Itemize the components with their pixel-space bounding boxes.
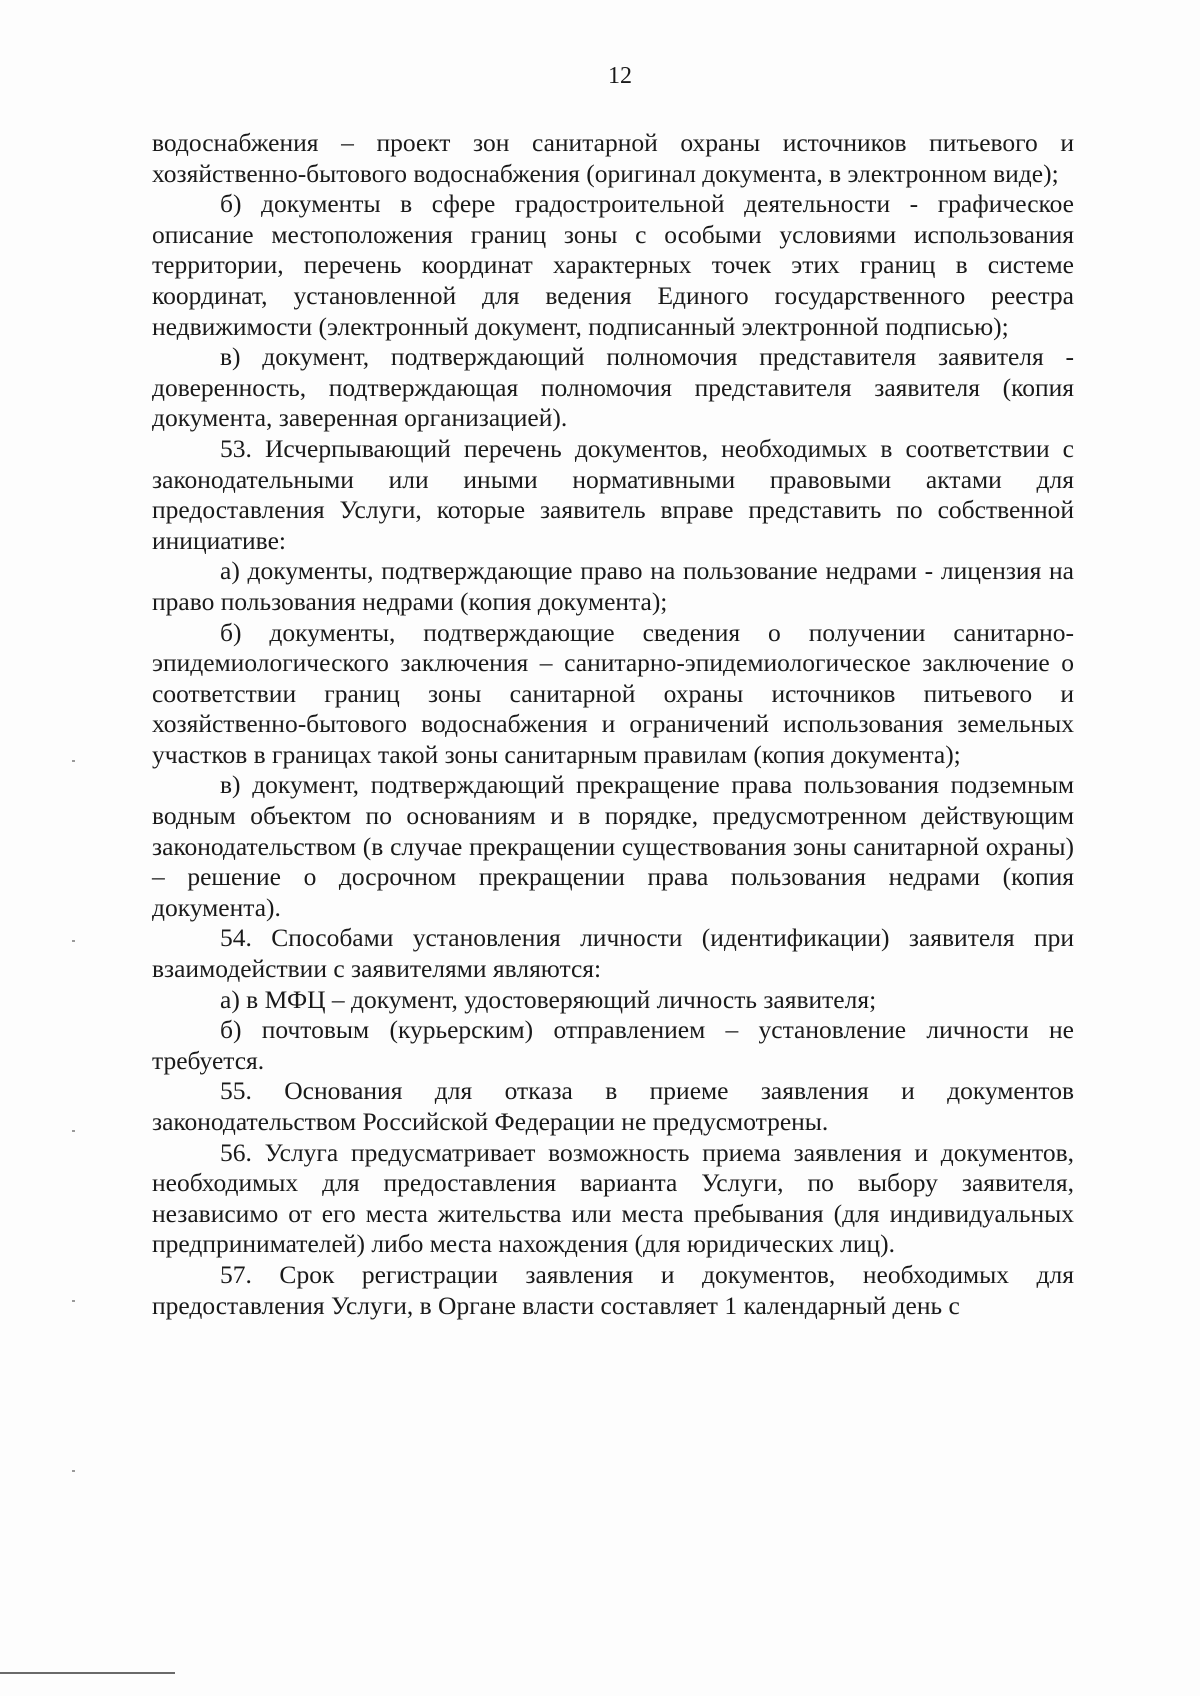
paragraph-54-item-a: а) в МФЦ – документ, удостоверяющий личность заявителя; [220, 984, 877, 1014]
paragraph-54: 54. Способами установления личности (идентификации) заявителя при взаимодействии с заявителями являются: [152, 923, 1074, 984]
paragraph-53-item-v: в) документ, подтверждающий прекращение права пользования подземным водным объектом по основаниям и в порядке, предусмотренном действующим законодательством (в случае прекращении существования зоны санитарной охраны) – решение о досрочном прекращении права пользования недрами (копия документа). [152, 770, 1074, 922]
scan-speck [72, 1470, 75, 1472]
document-body [152, 128, 1074, 1321]
scan-speck [72, 940, 75, 942]
paragraph-53-item-b: б) документы, подтверждающие сведения о получении санитарно-эпидемиологического заключения – санитарно-эпидемиологическое заключение о соответствии границ зоны санитарной охраны источников питьевого и хозяйственно-бытового водоснабжения и ограничений использования земельных участков в границах такой зоны санитарным правилам (копия документа); [152, 617, 1074, 769]
scan-speck [72, 1130, 75, 1132]
paragraph-item-b-graphic-description: б) документы в сфере градостроительной деятельности - графическое описание местоположения границ зоны с особыми условиями использования территории, перечень координат характерных точек этих границ в системе координат, установленной для ведения Единого государственного реестра недвижимости (электронный документ, подписанный электронной подписью); [152, 189, 1074, 341]
page-number: 12 [608, 63, 632, 89]
scan-speck [72, 1300, 75, 1302]
paragraph-53: 53. Исчерпывающий перечень документов, необходимых в соответствии с законодательными или иными нормативными правовыми актами для предоставления Услуги, которые заявитель вправе представить по собственной инициативе: [152, 433, 1074, 555]
paragraph-54-item-b: б) почтовым (курьерским) отправлением – установление личности не требуется. [152, 1015, 1074, 1075]
bottom-scan-rule [0, 1672, 175, 1674]
paragraph-55: 55. Основания для отказа в приеме заявления и документов законодательством Российской Федерации не предусмотрены. [152, 1076, 1074, 1136]
paragraph-item-v-power-of-attorney: в) документ, подтверждающий полномочия представителя заявителя - доверенность, подтверждающая полномочия представителя заявителя (копия документа, заверенная организацией). [152, 342, 1074, 433]
paragraph-57: 57. Срок регистрации заявления и документов, необходимых для предоставления Услуги, в Органе власти составляет 1 календарный день с [152, 1259, 1074, 1320]
paragraph-56: 56. Услуга предусматривает возможность приема заявления и документов, необходимых для предоставления варианта Услуги, по выбору заявителя, независимо от его места жительства или места пребывания (для индивидуальных предпринимателей) либо места нахождения (для юридических лиц). [152, 1137, 1074, 1259]
paragraph-53-item-a: а) документы, подтверждающие право на пользование недрами - лицензия на право пользования недрами (копия документа); [152, 556, 1074, 616]
scan-speck [72, 760, 75, 762]
paragraph-continuation: водоснабжения – проект зон санитарной охраны источников питьевого и хозяйственно-бытового водоснабжения (оригинал документа, в электронном виде); [152, 128, 1074, 188]
